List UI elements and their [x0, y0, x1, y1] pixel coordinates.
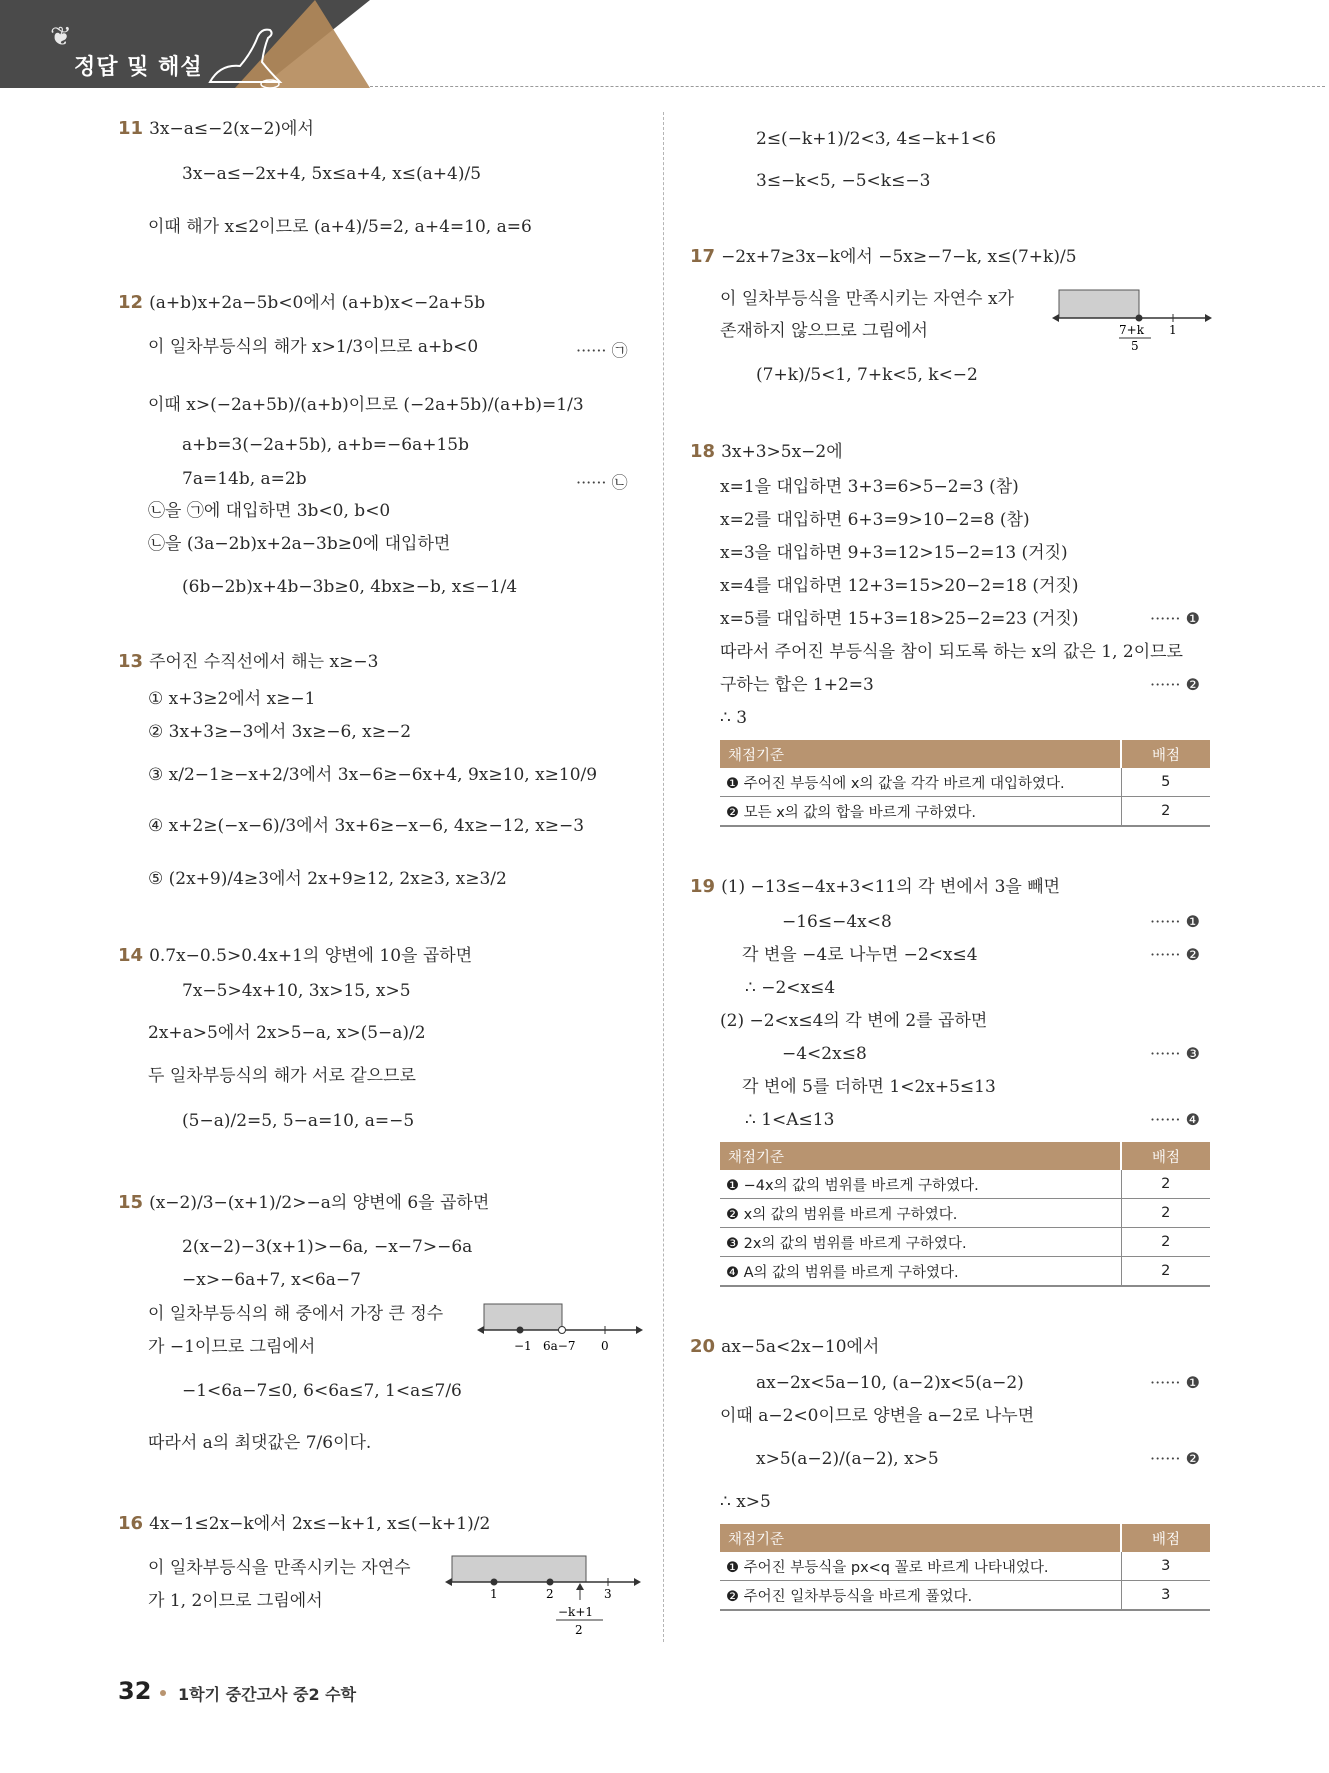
- problem-19-statement: 19 (1) −13≤−4x+3<11의 각 변에서 3을 빼면: [690, 876, 1061, 897]
- problem-12-statement: 12 (a+b)x+2a−5b<0에서 (a+b)x<−2a+5b: [118, 292, 486, 313]
- problem-18-statement: 18 3x+3>5x−2에: [690, 441, 843, 462]
- tick-label: 1: [1169, 323, 1177, 337]
- problem-18-step: x=4를 대입하면 12+3=15>20−2=18 (거짓): [720, 576, 1079, 596]
- problem-19-answer: ∴ 1<A≤13: [745, 1110, 835, 1130]
- problem-16-step: 2≤(−k+1)/2<3, 4≤−k+1<6: [756, 129, 997, 149]
- table-header: 채점기준: [720, 1524, 1121, 1552]
- problem-12-step: 7a=14b, a=2b: [182, 469, 307, 489]
- problem-number: 13: [118, 651, 144, 672]
- problem-15-step: 이 일차부등식의 해 중에서 가장 큰 정수: [148, 1304, 444, 1324]
- problem-19-step: 각 변을 −4로 나누면 −2<x≤4: [742, 945, 978, 965]
- marker-2: ······ ❷: [1150, 1449, 1200, 1468]
- tick-label: 7+k: [1119, 323, 1144, 337]
- problem-12-step: ㉡을 (3a−2b)x+2a−3b≥0에 대입하면: [148, 534, 451, 554]
- problem-13-option: ② 3x+3≥−3에서 3x≥−6, x≥−2: [148, 722, 412, 742]
- number-line-17: [1055, 286, 1215, 356]
- marker-1: ······ ❶: [1150, 912, 1200, 931]
- marker-a: ······ ㉠: [576, 341, 628, 360]
- problem-14-statement: 14 0.7x−0.5>0.4x+1의 양변에 10을 곱하면: [118, 945, 473, 966]
- problem-19-step: −16≤−4x<8: [782, 912, 892, 932]
- table-header: 채점기준: [720, 1142, 1121, 1170]
- table-row: ❹ A의 값의 범위를 바르게 구하였다. 2: [720, 1257, 1210, 1287]
- problem-number: 12: [118, 292, 144, 313]
- problem-14-step: 두 일차부등식의 해가 서로 같으므로: [148, 1066, 416, 1086]
- table-header-points: 배점: [1121, 740, 1210, 768]
- tick-label: 2: [575, 1623, 583, 1637]
- scoring-table-20: [720, 1524, 1210, 1611]
- problem-12-answer: (6b−2b)x+4b−3b≥0, 4bx≥−b, x≤−1/4: [182, 577, 518, 597]
- problem-number: 11: [118, 118, 144, 139]
- problem-12-step: 이 일차부등식의 해가 x>1/3이므로 a+b<0: [148, 337, 479, 357]
- column-divider: [663, 112, 664, 1642]
- number-line-15: [480, 1298, 640, 1354]
- tick-label: 5: [1131, 339, 1139, 353]
- problem-19-step: ∴ −2<x≤4: [745, 978, 836, 998]
- problem-17-statement: 17 −2x+7≥3x−k에서 −5x≥−7−k, x≤(7+k)/5: [690, 246, 1077, 267]
- problem-16-step: 이 일차부등식을 만족시키는 자연수: [148, 1558, 411, 1578]
- footer-bullet: [160, 1690, 166, 1696]
- palm-icon: ❦: [50, 22, 72, 52]
- problem-19-part-2: (2) −2<x≤4의 각 변에 2를 곱하면: [720, 1011, 988, 1031]
- problem-14-answer: (5−a)/2=5, 5−a=10, a=−5: [182, 1111, 415, 1131]
- marker-3: ······ ❸: [1150, 1044, 1200, 1063]
- problem-18-step: x=1을 대입하면 3+3=6>5−2=3 (참): [720, 477, 1019, 497]
- problem-17-answer: (7+k)/5<1, 7+k<5, k<−2: [756, 365, 978, 385]
- marker-b: ······ ㉡: [576, 473, 628, 492]
- problem-number: 19: [690, 876, 716, 897]
- problem-number: 14: [118, 945, 144, 966]
- problem-16-statement: 16 4x−1≤2x−k에서 2x≤−k+1, x≤(−k+1)/2: [118, 1513, 491, 1534]
- page-number: 32: [118, 1677, 152, 1705]
- problem-number: 20: [690, 1336, 716, 1357]
- problem-16-step: 가 1, 2이므로 그림에서: [148, 1591, 323, 1611]
- point-minus-one: [517, 1327, 524, 1334]
- page-header: [0, 0, 1329, 88]
- problem-15-step: 가 −1이므로 그림에서: [148, 1337, 316, 1357]
- problem-19-step: 각 변에 5를 더하면 1<2x+5≤13: [742, 1077, 996, 1097]
- table-row: ❶ 주어진 부등식을 px<q 꼴로 바르게 나타내었다. 3: [720, 1552, 1210, 1581]
- problem-15-step: −x>−6a+7, x<6a−7: [182, 1270, 361, 1290]
- problem-11-statement: 11 3x−a≤−2(x−2)에서: [118, 118, 314, 139]
- problem-15-step: −1<6a−7≤0, 6<6a≤7, 1<a≤7/6: [182, 1381, 462, 1401]
- tick-label: 3: [604, 1587, 612, 1601]
- tick-label: −k+1: [558, 1605, 594, 1619]
- tick-label: 6a−7: [543, 1339, 576, 1353]
- table-header-points: 배점: [1121, 1142, 1210, 1170]
- footer-title: 1학기 중간고사 중2 수학: [178, 1685, 357, 1704]
- problem-18-step: 구하는 합은 1+2=3: [720, 675, 874, 695]
- section-title: 정답 및 해설: [74, 55, 203, 80]
- problem-11-answer: 이때 해가 x≤2이므로 (a+4)/5=2, a+4=10, a=6: [148, 217, 532, 237]
- table-row: ❷ 모든 x의 값의 합을 바르게 구하였다. 2: [720, 797, 1210, 827]
- marker-2: ······ ❷: [1150, 945, 1200, 964]
- problem-13-statement: 13 주어진 수직선에서 해는 x≥−3: [118, 651, 379, 672]
- marker-2: ······ ❷: [1150, 675, 1200, 694]
- table-header: 채점기준: [720, 740, 1121, 768]
- problem-19-step: −4<2x≤8: [782, 1044, 867, 1064]
- problem-11-step: 3x−a≤−2x+4, 5x≤a+4, x≤(a+4)/5: [182, 164, 482, 184]
- dinosaur-icon: [200, 22, 290, 88]
- problem-13-option: ③ x/2−1≥−x+2/3에서 3x−6≥−6x+4, 9x≥10, x≥10/9: [148, 765, 598, 785]
- problem-20-statement: 20 ax−5a<2x−10에서: [690, 1336, 880, 1357]
- marker-1: ······ ❶: [1150, 609, 1200, 628]
- scoring-table-19: [720, 1142, 1210, 1287]
- problem-14-step: 2x+a>5에서 2x>5−a, x>(5−a)/2: [148, 1023, 426, 1043]
- tick-label: 0: [601, 1339, 609, 1353]
- problem-18-step: x=3을 대입하면 9+3=12>15−2=13 (거짓): [720, 543, 1068, 563]
- problem-18-step: x=2를 대입하면 6+3=9>10−2=8 (참): [720, 510, 1030, 530]
- header-divider: [370, 86, 1325, 87]
- table-row: ❶ −4x의 값의 범위를 바르게 구하였다. 2: [720, 1170, 1210, 1199]
- problem-18-step: x=5를 대입하면 15+3=18>25−2=23 (거짓): [720, 609, 1079, 629]
- table-row: ❶ 주어진 부등식에 x의 값을 각각 바르게 대입하였다. 5: [720, 768, 1210, 797]
- problem-20-step: 이때 a−2<0이므로 양변을 a−2로 나누면: [720, 1406, 1035, 1426]
- tick-label: −1: [514, 1339, 532, 1353]
- problem-20-answer: ∴ x>5: [720, 1492, 771, 1512]
- problem-18-step: 따라서 주어진 부등식을 참이 되도록 하는 x의 값은 1, 2이므로: [720, 642, 1183, 662]
- problem-12-step: a+b=3(−2a+5b), a+b=−6a+15b: [182, 435, 469, 455]
- problem-number: 18: [690, 441, 716, 462]
- table-row: ❷ x의 값의 범위를 바르게 구하였다. 2: [720, 1199, 1210, 1228]
- table-header-points: 배점: [1121, 1524, 1210, 1552]
- tick-label: 1: [490, 1587, 498, 1601]
- problem-12-step: 이때 x>(−2a+5b)/(a+b)이므로 (−2a+5b)/(a+b)=1/3: [148, 395, 584, 415]
- problem-18-answer: ∴ 3: [720, 708, 748, 728]
- problem-number: 15: [118, 1192, 144, 1213]
- problem-17-step: 이 일차부등식을 만족시키는 자연수 x가: [720, 289, 1014, 309]
- point-6a-minus-7: [559, 1327, 566, 1334]
- problem-17-step: 존재하지 않으므로 그림에서: [720, 321, 928, 341]
- problem-13-option: ⑤ (2x+9)/4≥3에서 2x+9≥12, 2x≥3, x≥3/2: [148, 869, 507, 889]
- problem-number: 17: [690, 246, 716, 267]
- number-line-16: [448, 1552, 638, 1644]
- problem-16-answer: 3≤−k<5, −5<k≤−3: [756, 171, 931, 191]
- problem-12-step: ㉡을 ㉠에 대입하면 3b<0, b<0: [148, 501, 391, 521]
- table-row: ❸ 2x의 값의 범위를 바르게 구하였다. 2: [720, 1228, 1210, 1257]
- problem-15-statement: 15 (x−2)/3−(x+1)/2>−a의 양변에 6을 곱하면: [118, 1192, 490, 1213]
- scoring-table-18: [720, 740, 1210, 827]
- problem-15-step: 2(x−2)−3(x+1)>−6a, −x−7>−6a: [182, 1237, 473, 1257]
- marker-1: ······ ❶: [1150, 1373, 1200, 1392]
- table-row: ❷ 주어진 일차부등식을 바르게 풀었다. 3: [720, 1581, 1210, 1611]
- marker-4: ······ ❹: [1150, 1110, 1200, 1129]
- problem-14-step: 7x−5>4x+10, 3x>15, x>5: [182, 981, 411, 1001]
- problem-20-step: ax−2x<5a−10, (a−2)x<5(a−2): [756, 1373, 1024, 1393]
- problem-13-option: ④ x+2≥(−x−6)/3에서 3x+6≥−x−6, 4x≥−12, x≥−3: [148, 816, 585, 836]
- problem-number: 16: [118, 1513, 144, 1534]
- tick-label: 2: [546, 1587, 554, 1601]
- problem-15-answer: 따라서 a의 최댓값은 7/6이다.: [148, 1433, 372, 1453]
- problem-20-step: x>5(a−2)/(a−2), x>5: [756, 1449, 939, 1469]
- problem-13-option: ① x+3≥2에서 x≥−1: [148, 689, 316, 709]
